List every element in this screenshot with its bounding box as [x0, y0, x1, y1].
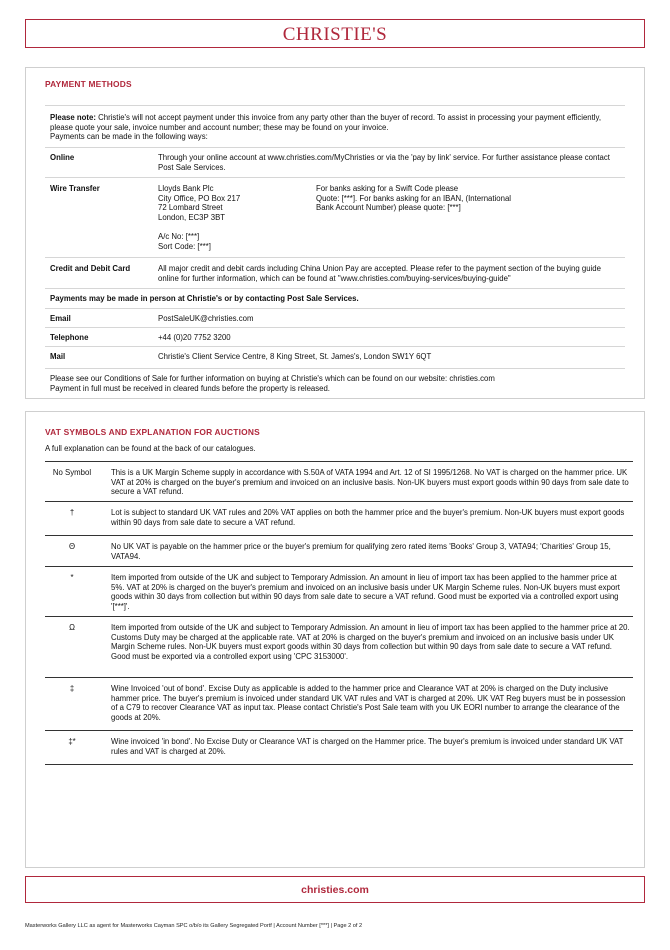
vat-symbol: ‡	[69, 684, 75, 693]
telephone-label: Telephone	[50, 333, 89, 342]
payment-email-row	[45, 308, 625, 327]
footer-banner	[25, 876, 645, 903]
wire-swift-line: Quote: [***]. For banks asking for an IBAN, (International	[316, 193, 512, 203]
payment-note-line2: Payments can be made in the following ways:	[50, 132, 208, 142]
vat-row	[45, 536, 633, 567]
vat-description: Wine Invoiced 'out of bond'. Excise Duty as applicable is added to the hammer price and Clearance VAT at 20% is charged on the Duty inclusive hammer price. The buyer's premium is invoiced under standard UK VAT rules and VAT is charged at 20%. UK VAT Reg buyers must be in possession of a C79 to recover Clearance VAT as input tax. Please contact Christie's Post Sale team with you UK EORI number to arrange the clearance of the goods at 20%.	[111, 684, 626, 722]
vat-symbol: Θ	[68, 542, 76, 551]
page-footer-text: Masterworks Gallery LLC as agent for Masterworks Cayman SPC o/b/o its Gallery Segregated Portf | Account Number [***] | Page 2 of 2	[25, 923, 363, 929]
payment-phone-row	[45, 327, 625, 346]
vat-symbol: *	[70, 573, 74, 582]
vat-row	[45, 678, 633, 731]
mail-value: Christie's Client Service Centre, 8 King Street, St. James's, London SW1Y 6QT	[158, 352, 432, 361]
vat-symbol: †	[69, 508, 75, 517]
wire-bank-line: London, EC3P 3BT	[158, 212, 226, 222]
payment-online-row	[45, 147, 625, 177]
vat-row	[45, 502, 633, 536]
payment-mail-row	[45, 346, 625, 368]
wire-bank-line: 72 Lombard Street	[158, 203, 223, 213]
vat-row	[45, 462, 633, 502]
vat-description: Wine invoiced 'in bond'. No Excise Duty or Clearance VAT is charged on the Hammer price. The buyer's premium is invoiced under standard UK VAT rules and VAT is charged at 20%.	[111, 737, 624, 756]
vat-symbol: Ω	[69, 623, 75, 632]
card-label: Credit and Debit Card	[50, 264, 131, 273]
payment-note	[50, 113, 620, 142]
wire-swift-line: Bank Account Number) please quote: [***]	[316, 203, 461, 213]
online-label: Online	[50, 153, 75, 162]
wire-sort-code: Sort Code: [***]	[158, 241, 211, 251]
christies-logo: CHRISTIE'S	[282, 24, 388, 45]
vat-symbol: ‡*	[68, 737, 76, 746]
vat-table	[45, 461, 633, 764]
email-label: Email	[50, 314, 71, 323]
vat-description: Item imported from outside of the UK and subject to Temporary Admission. An amount in lieu of import tax has been applied to the hammer price at 5%. VAT at 20% is charged on the buyer's premium and invoiced on an inclusive basis under UK Margin Scheme rules. Non-UK buyers must export goods within 30 days from collection but within 90 days from sale date to secure a VAT refund. Good must be exported via a controlled export using '[***]'.	[111, 573, 620, 611]
vat-row	[45, 731, 633, 765]
payment-card-row	[45, 257, 625, 288]
in-person-text: Payments may be made in person at Christie's or by contacting Post Sale Services.	[50, 294, 359, 303]
vat-symbol: No Symbol	[52, 468, 92, 477]
payment-methods-panel	[25, 67, 645, 399]
conditions-line: Payment in full must be received in cleared funds before the property is released.	[50, 383, 330, 393]
telephone-value: +44 (0)20 7752 3200	[158, 333, 231, 342]
wire-bank-line: City Office, PO Box 217	[158, 193, 241, 203]
vat-panel	[25, 411, 645, 868]
wire-bank-line: Lloyds Bank Plc	[158, 184, 214, 193]
email-value: PostSaleUK@christies.com	[158, 314, 254, 323]
vat-row	[45, 567, 633, 617]
header-banner	[25, 19, 645, 48]
payment-in-person-row	[45, 288, 625, 308]
vat-description: No UK VAT is payable on the hammer price or the buyer's premium for qualifying zero rated items 'Books' Group 3, VATA94; 'Charities' Group 15, VATA94.	[111, 542, 611, 561]
vat-intro: A full explanation can be found at the back of our catalogues.	[45, 444, 256, 453]
wire-label: Wire Transfer	[50, 184, 100, 193]
wire-bank-address	[158, 184, 308, 251]
conditions-text	[50, 374, 620, 393]
payment-note-bold: Please note:	[50, 113, 96, 122]
wire-swift-line: For banks asking for a Swift Code please	[316, 184, 459, 193]
wire-swift-info	[316, 184, 546, 213]
payment-note-row	[45, 105, 625, 147]
christies-website-link[interactable]: christies.com	[301, 884, 369, 896]
card-text: All major credit and debit cards including China Union Pay are accepted. Please refer to the payment section of the buying guide online for further information, which can be found at "www.christies.com/buying-services/buying-guide"	[158, 264, 601, 283]
online-text: Through your online account at www.christies.com/MyChristies or via the 'pay by link' service. For further assistance please contact Post Sale Services.	[158, 153, 610, 172]
payment-wire-row	[45, 177, 625, 257]
mail-label: Mail	[50, 352, 66, 361]
vat-description: Lot is subject to standard UK VAT rules and 20% VAT applies on both the hammer price and the buyer's premium. Non-UK buyers must export goods within 90 days from sale date to secure a VAT refund.	[111, 508, 625, 527]
payment-conditions-row	[45, 368, 625, 394]
vat-title: VAT SYMBOLS AND EXPLANATION FOR AUCTIONS	[45, 427, 260, 437]
vat-description: This is a UK Margin Scheme supply in accordance with S.50A of VATA 1994 and Art. 12 of SI 1995/1268. No VAT is charged on the hammer price. UK VAT at 20% is charged on the buyer's premium and invoiced on an inclusive basis. Non-UK buyers must export goods within 90 days from sale date to secure a VAT refund.	[111, 468, 629, 497]
vat-description: Item imported from outside of the UK and subject to Temporary Admission. An amount in lieu of import tax has been applied to the hammer price at 20. Customs Duty may be charged at the applicable rate. VAT at 20% is charged on the buyer's premium and invoiced on an inclusive basis under UK Margin Scheme rules. Non-UK buyers must export goods within 30 days from collection but within 90 days from sale date to secure a VAT refund. Good must be exported via a controlled export using 'CPC 3153000'.	[111, 623, 630, 661]
conditions-line: Please see our Conditions of Sale for further information on buying at Christie's which can be found on our website: christies.com	[50, 374, 495, 383]
wire-account-number: A/c No: [***]	[158, 231, 200, 241]
payment-note-text: Christie's will not accept payment under this invoice from any party other than the buyer of record. To assist in processing your payment efficiently, please quote your sale, invoice number and account number; these may be found on your invoice.	[50, 113, 602, 132]
vat-row	[45, 617, 633, 678]
payment-methods-title: PAYMENT METHODS	[45, 79, 132, 89]
